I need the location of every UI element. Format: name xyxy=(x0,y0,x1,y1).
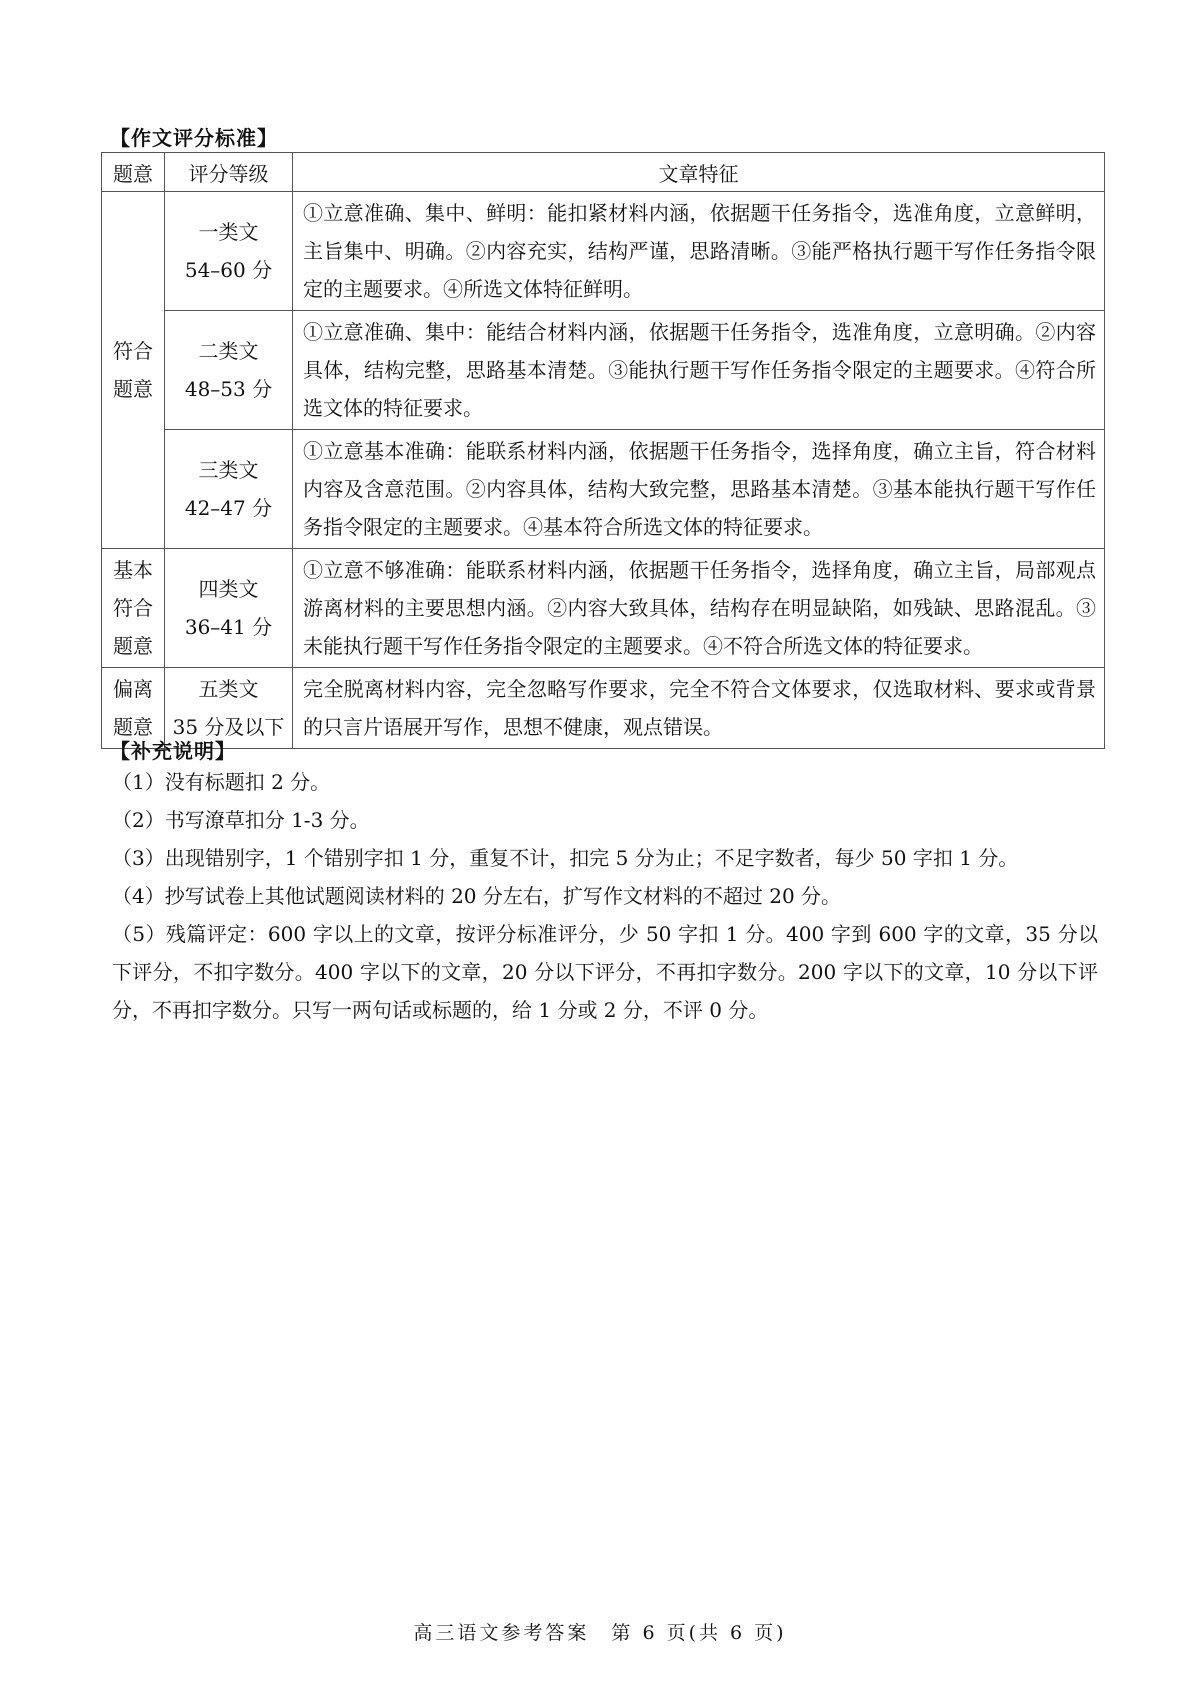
grade-description: ①立意不够准确：能联系材料内涵，依据题干任务指令，选择角度，确立主旨，局部观点游离材料的主要思想内涵。②内容大致具体，结构存在明显缺陷，如残缺、思路混乱。③未能执行题干写作任务指令限定的主题要求。④不符合所选文体的特征要求。 xyxy=(293,549,1105,668)
grade-description: ①立意准确、集中：能结合材料内涵，依据题干任务指令，选准角度，立意明确。②内容具体，结构完整，思路基本清楚。③能执行题干写作任务指令限定的主题要求。④符合所选文体的特征要求。 xyxy=(293,311,1105,430)
rubric-table xyxy=(101,152,1105,749)
grade-name: 四类文 xyxy=(198,577,259,601)
grade-description: ①立意基本准确：能联系材料内涵，依据题干任务指令，选择角度，确立主旨，符合材料内容及含意范围。②内容具体，结构大致完整，思路基本清楚。③基本能执行题干写作任务指令限定的主题要求。④基本符合所选文体的特征要求。 xyxy=(293,430,1105,549)
table-row xyxy=(102,549,1105,668)
grade-range: 54–60 分 xyxy=(184,258,273,282)
grade-cell xyxy=(165,430,293,549)
list-item: （1）没有标题扣 2 分。 xyxy=(112,770,331,794)
topic-label: 偏离 题意 xyxy=(113,677,153,739)
grade-description: ①立意准确、集中、鲜明：能扣紧材料内涵，依据题干任务指令，选准角度，立意鲜明，主旨集中、明确。②内容充实，结构严谨，思路清晰。③能严格执行题干写作任务指令限定的主题要求。④所选文体特征鲜明。 xyxy=(293,192,1105,311)
list-item: （2）书写潦草扣分 1-3 分。 xyxy=(112,808,370,832)
list-item: （4）抄写试卷上其他试题阅读材料的 20 分左右，扩写作文材料的不超过 20 分。 xyxy=(112,884,842,908)
grade-range: 48–53 分 xyxy=(184,377,273,401)
grade-range: 35 分及以下 xyxy=(172,715,285,739)
page-footer: 高三语文参考答案 第 6 页(共 6 页) xyxy=(413,1622,787,1644)
grade-name: 二类文 xyxy=(198,339,259,363)
grade-cell xyxy=(165,549,293,668)
grade-cell xyxy=(165,311,293,430)
header-topic: 题意 xyxy=(102,153,165,192)
table-row xyxy=(102,192,1105,311)
grade-cell xyxy=(165,192,293,311)
grade-name: 一类文 xyxy=(198,220,259,244)
grade-name: 三类文 xyxy=(198,458,259,482)
table-row xyxy=(102,668,1105,749)
topic-cell xyxy=(102,549,165,668)
topic-cell xyxy=(102,192,165,549)
header-grade: 评分等级 xyxy=(165,153,293,192)
topic-label: 符合 题意 xyxy=(113,339,153,401)
grade-range: 36–41 分 xyxy=(184,615,273,639)
topic-label: 基本 符合 题意 xyxy=(113,558,153,658)
table-row xyxy=(102,430,1105,549)
supplement-list xyxy=(112,763,1098,1029)
criteria-title: 【作文评分标准】 xyxy=(110,126,278,150)
table-header-row xyxy=(102,153,1105,192)
grade-name: 五类文 xyxy=(198,677,259,701)
list-item: （5）残篇评定：600 字以上的文章，按评分标准评分，少 50 字扣 1 分。400 字到 600 字的文章，35 分以下评分，不扣字数分。400 字以下的文章，20 分以下评分，不再扣字数分。200 字以下的文章，10 分以下评分，不再扣字数分。只写一两句话或标题的，给 1 分或 2 分，不评 0 分。 xyxy=(112,922,1098,1022)
header-features: 文章特征 xyxy=(293,153,1105,192)
supplement-title: 【补充说明】 xyxy=(110,739,236,763)
grade-description: 完全脱离材料内容，完全忽略写作要求，完全不符合文体要求，仅选取材料、要求或背景的只言片语展开写作，思想不健康，观点错误。 xyxy=(293,668,1105,749)
table-row xyxy=(102,311,1105,430)
grade-range: 42–47 分 xyxy=(184,496,273,520)
list-item: （3）出现错别字，1 个错别字扣 1 分，重复不计，扣完 5 分为止；不足字数者，每少 50 字扣 1 分。 xyxy=(112,846,1019,870)
